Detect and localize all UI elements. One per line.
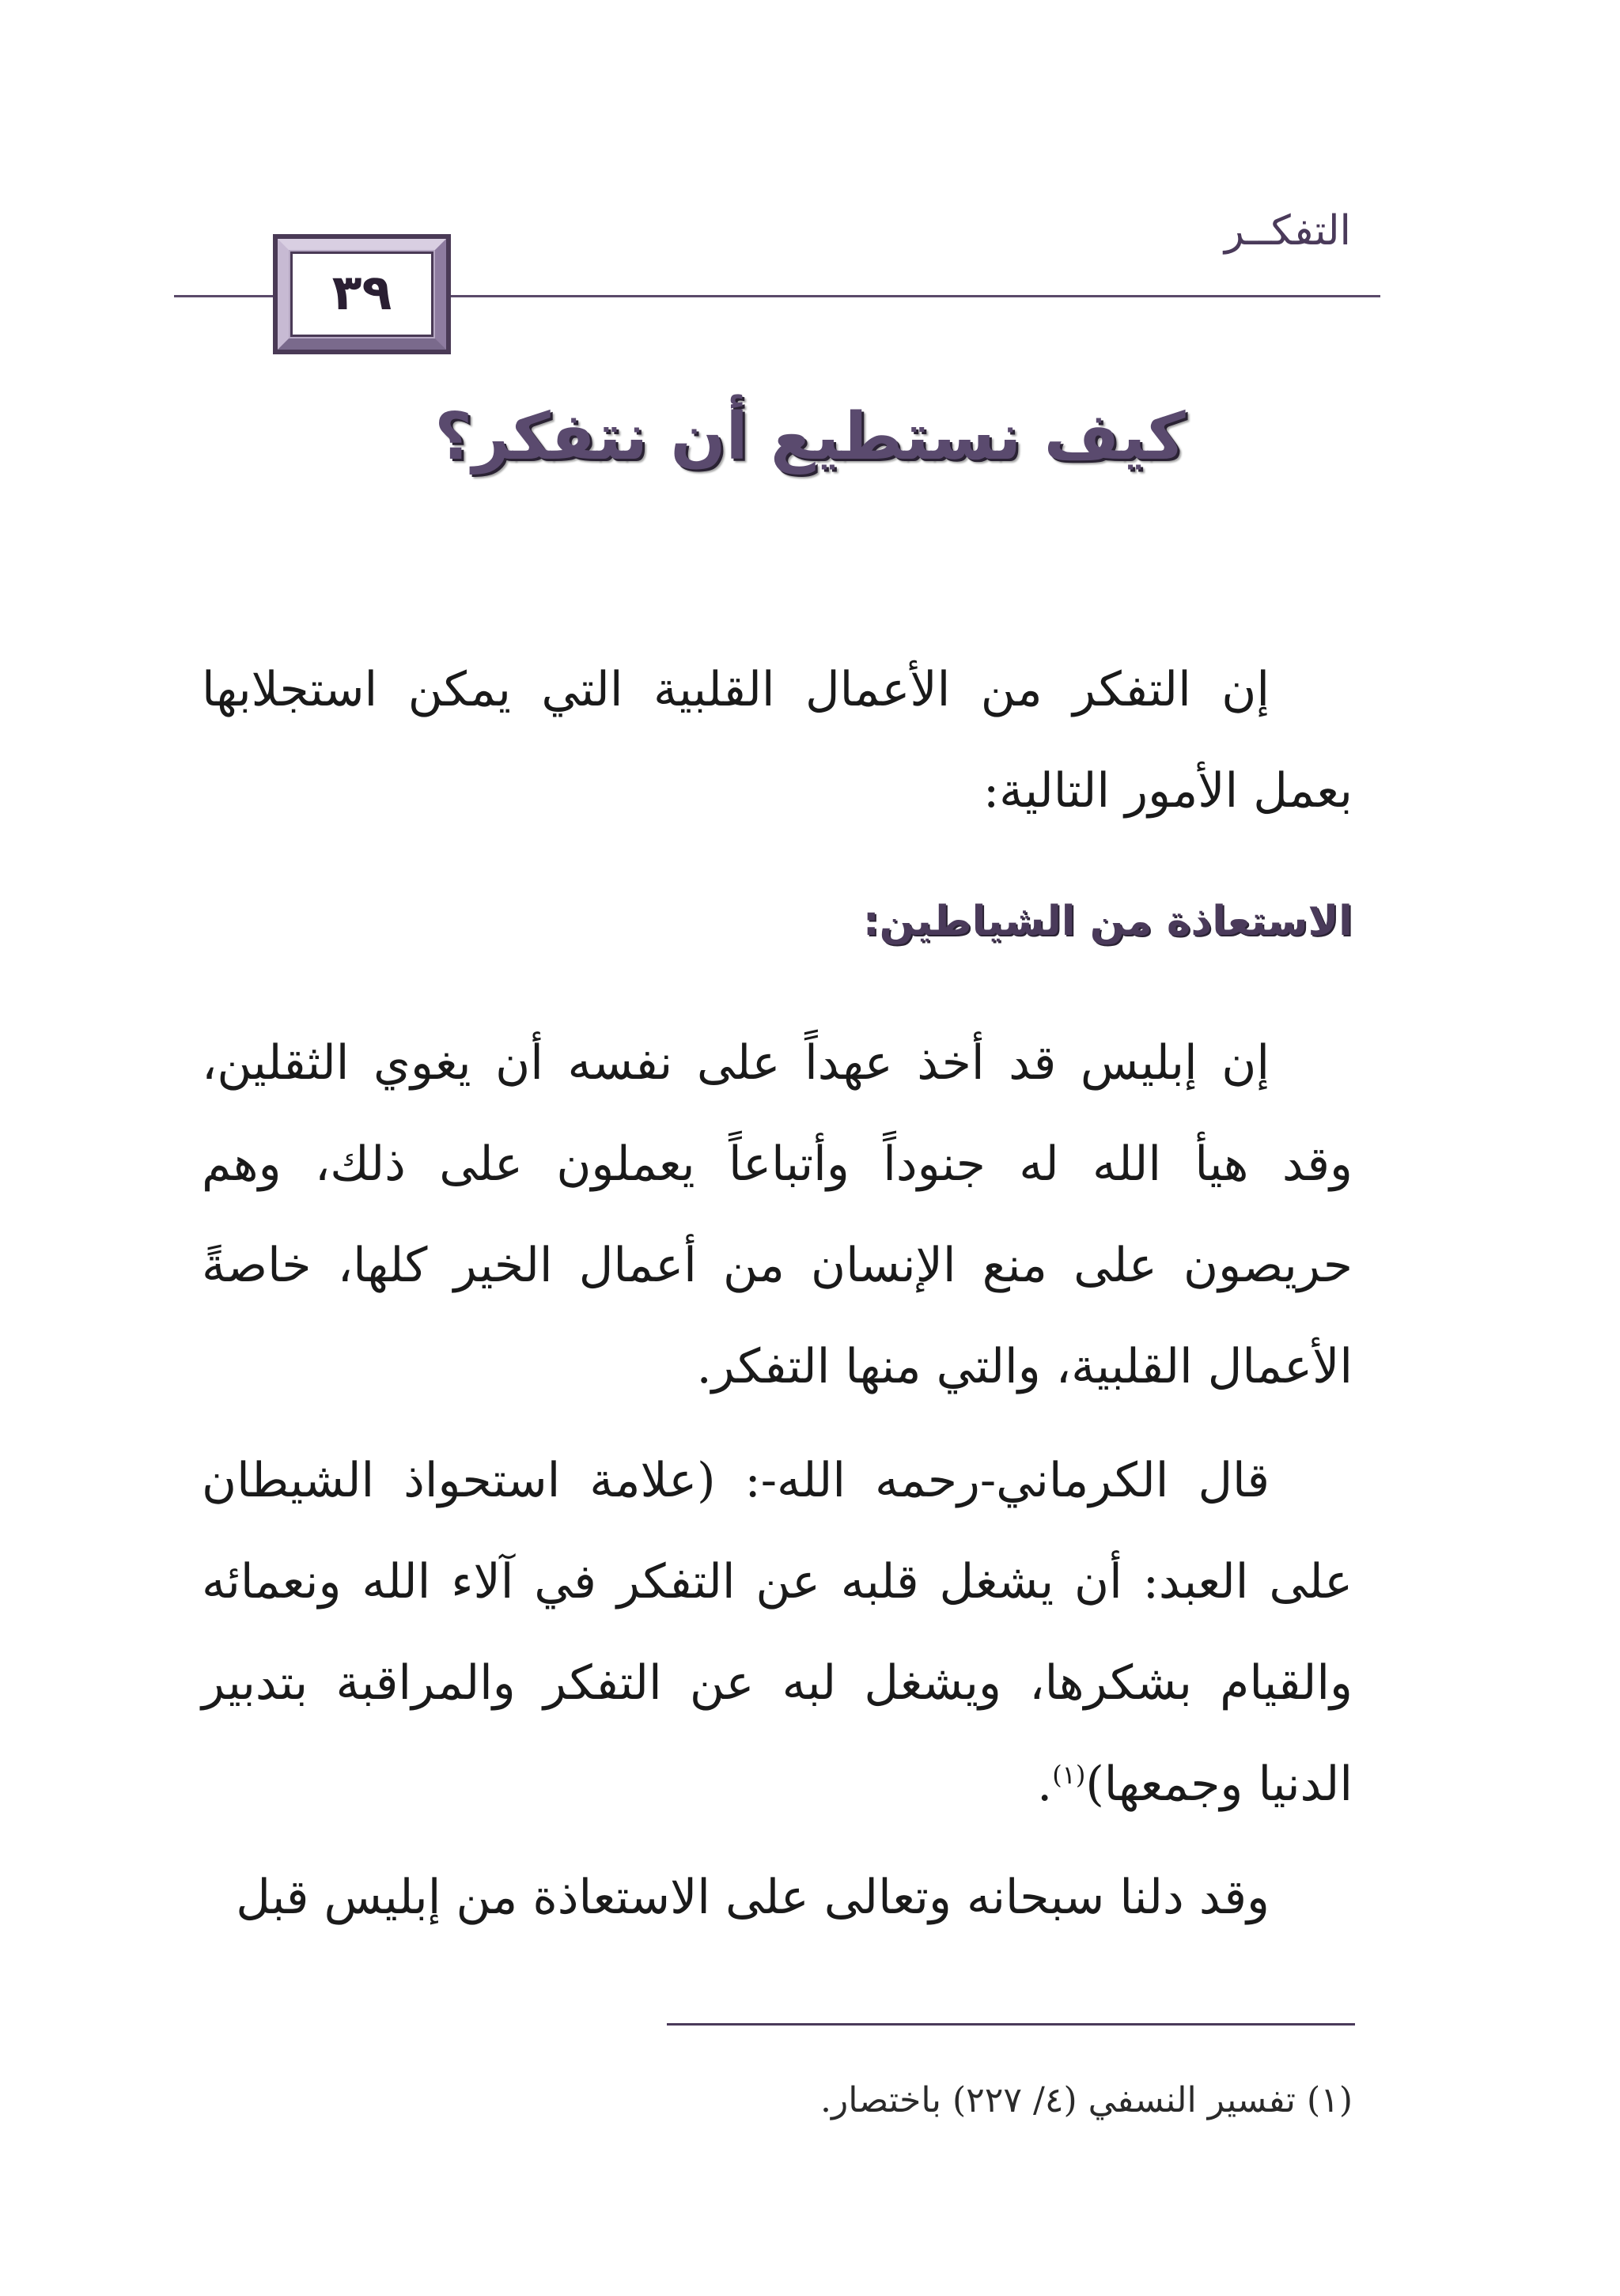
- running-title: التفكــر: [1224, 207, 1351, 255]
- footnote-rule: [667, 2023, 1355, 2026]
- chapter-title: كيف نستطيع أن نتفكر؟: [434, 399, 1186, 475]
- paragraph-kirmani-quote: [202, 1430, 1353, 1835]
- page-number: ٣٩: [331, 263, 392, 321]
- paragraph-intro: إن التفكر من الأعمال القلبية التي يمكن استجلابها بعمل الأمور التالية:: [202, 662, 1353, 819]
- paragraph-continuation: وقد دلنا سبحانه وتعالى على الاستعاذة من إبليس قبل: [236, 1870, 1270, 1925]
- footnote-reference[interactable]: (١): [1052, 1760, 1086, 1790]
- page-number-box: [273, 234, 451, 354]
- quote-text: قال الكرماني-رحمه الله-: (علامة استحواذ الشيطان على العبد: أن يشغل قلبه عن التفكر في آلاء الله ونعمائه والقيام بشكرها، ويشغل لبه عن التفكر والمراقبة بتدبير الدنيا وجمعها): [202, 1453, 1353, 1812]
- section-heading: الاستعاذة من الشياطين:: [862, 898, 1353, 945]
- quote-end: .: [1037, 1757, 1053, 1812]
- footnote: (١) تفسير النسفي (٤/ ٢٢٧) باختصار.: [820, 2080, 1353, 2120]
- paragraph-iblis: إن إبليس قد أخذ عهداً على نفسه أن يغوي الثقلين، وقد هيأ الله له جنوداً وأتباعاً يعملون على ذلك، وهم حريصون على منع الإنسان من أعمال الخير كلها، خاصةً الأعمال القلبية، والتي منها التفكر.: [202, 1035, 1353, 1394]
